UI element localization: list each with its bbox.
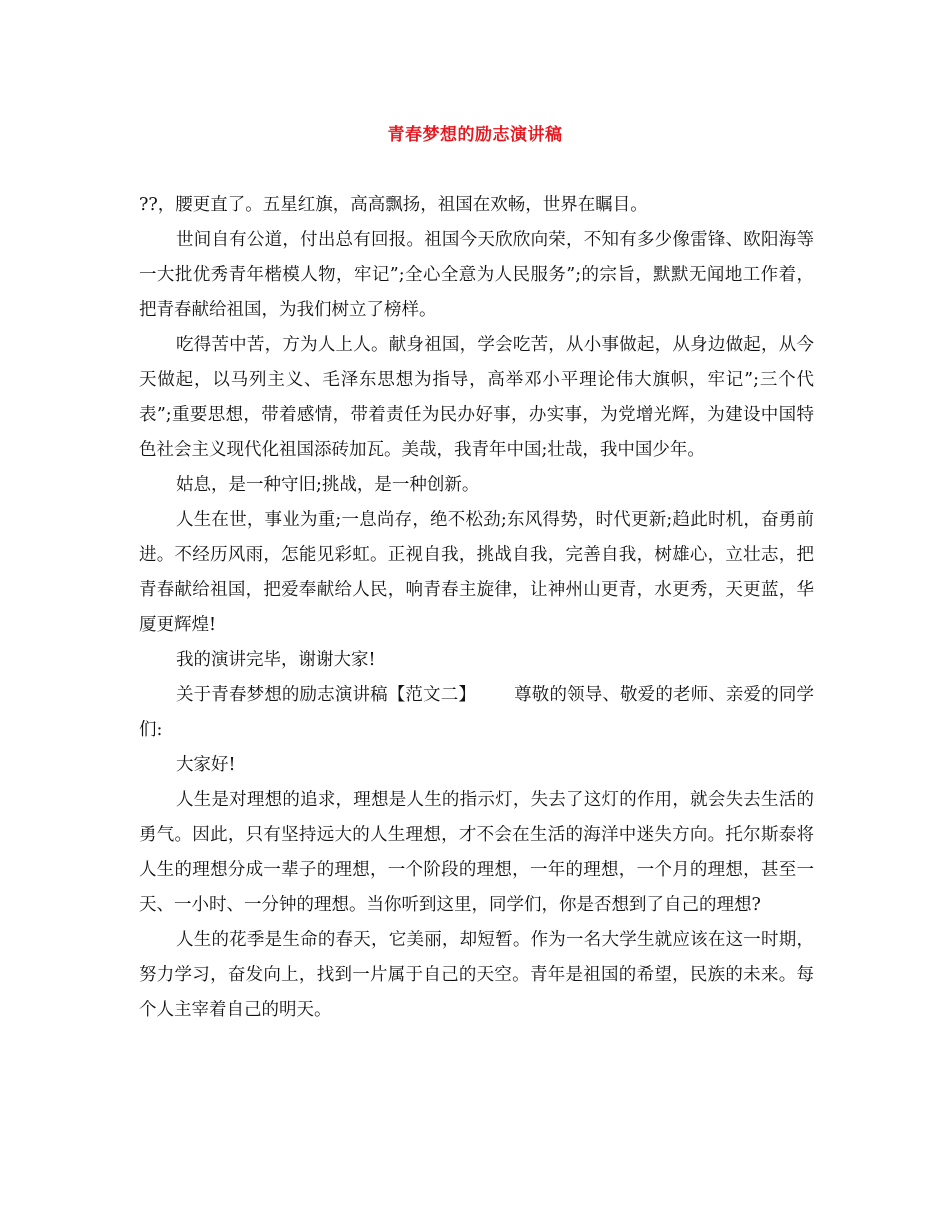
paragraph-6: 我的演讲完毕，谢谢大家!: [176, 650, 376, 670]
paragraph-1: ??，腰更直了。五星红旗，高高飘扬，祖国在欢畅，世界在瞩目。: [139, 195, 648, 215]
paragraph-2: 世间自有公道，付出总有回报。祖国今天欣欣向荣，不知有多少像雷锋、欧阳海等一大批优秀青年楷模人物，牢记”;全心全意为人民服务”;的宗旨，默默无闻地工作着，把青春献给祖国，为我们树立了榜样。: [139, 230, 814, 320]
paragraph-8: 人生是对理想的追求，理想是人生的指示灯，失去了这灯的作用，就会失去生活的勇气。因此，只有坚持远大的人生理想，才不会在生活的海洋中迷失方向。托尔斯泰将人生的理想分成一辈子的理想，一个阶段的理想，一年的理想，一个月的理想，甚至一天、一小时、一分钟的理想。当你听到这里，同学们，你是否想到了自己的理想?: [139, 790, 814, 915]
paragraph-7: 大家好!: [176, 755, 236, 775]
document-body: [139, 188, 814, 1028]
paragraph-9: 人生的花季是生命的春天，它美丽，却短暂。作为一名大学生就应该在这一时期，努力学习，奋发向上，找到一片属于自己的天空。青年是祖国的希望，民族的未来。每个人主宰着自己的明天。: [139, 930, 814, 1020]
paragraph-3: 吃得苦中苦，方为人上人。献身祖国，学会吃苦，从小事做起，从身边做起，从今天做起，以马列主义、毛泽东思想为指导，高举邓小平理论伟大旗帜，牢记”;三个代表”;重要思想，带着感情，带着责任为民办好事，办实事，为党增光辉，为建设中国特色社会主义现代化祖国添砖加瓦。美哉，我青年中国;壮哉，我中国少年。: [139, 335, 814, 460]
fanwen-salutation: 尊敬的领导、敬爱的老师、亲爱的同学们:: [139, 685, 814, 740]
fanwen-heading: 关于青春梦想的励志演讲稿【范文二】: [176, 685, 476, 705]
fanwen-heading-paragraph: [139, 678, 814, 748]
paragraph-5: 人生在世，事业为重;一息尚存，绝不松劲;东风得势，时代更新;趋此时机，奋勇前进。不经历风雨，怎能见彩虹。正视自我，挑战自我，完善自我，树雄心，立壮志，把青春献给祖国，把爱奉献给人民，响青春主旋律，让神州山更青，水更秀，天更蓝，华厦更辉煌!: [139, 510, 814, 635]
document-title: 青春梦想的励志演讲稿: [387, 125, 563, 145]
paragraph-4: 姑息，是一种守旧;挑战，是一种创新。: [176, 475, 480, 495]
